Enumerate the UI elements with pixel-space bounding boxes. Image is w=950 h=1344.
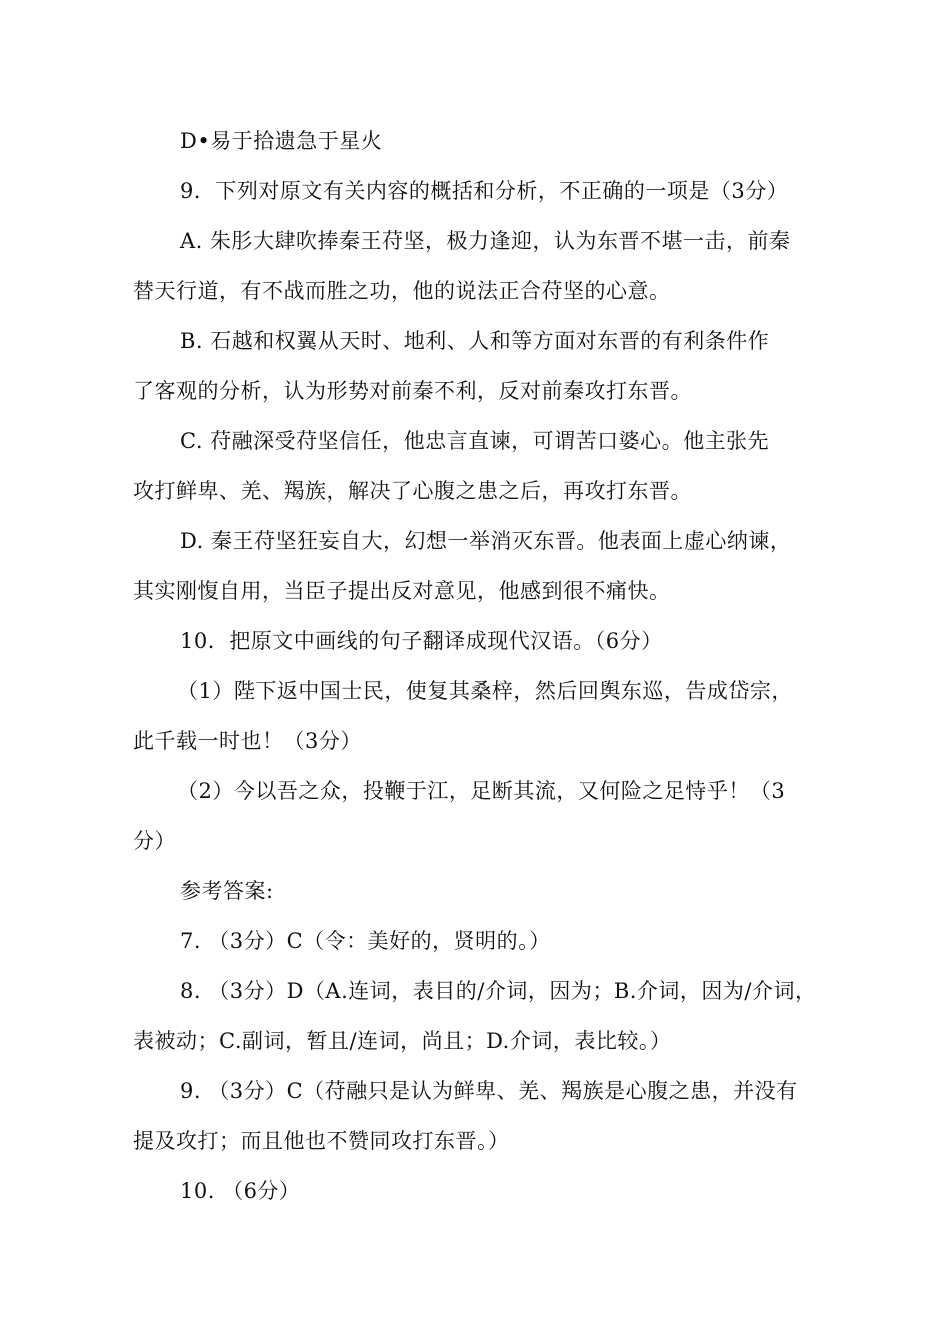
option-b-line-2: 了客观的分析，认为形势对前秦不利，反对前秦攻打东晋。 (133, 379, 692, 403)
option-d-line-1: D. 秦王苻坚狂妄自大，幻想一举消灭东晋。他表面上虚心纳谏， (180, 529, 792, 553)
sentence-1-line-1: （1）陛下返中国士民，使复其桑梓，然后回舆东巡，告成岱宗， (177, 679, 793, 703)
answer-9-line-1: 9. （3分）C（苻融只是认为鲜卑、羌、羯族是心腹之患，并没有 (180, 1079, 798, 1103)
question-9-stem: 9．下列对原文有关内容的概括和分析，不正确的一项是（3分） (180, 179, 789, 203)
answers-heading: 参考答案: (180, 879, 274, 903)
answer-8-line-2: 表被动；C.副词，暂且/连词，尚且；D.介词，表比较。） (133, 1029, 672, 1053)
option-a-line-1: A. 朱肜大肆吹捧秦王苻坚，极力逢迎，认为东晋不堪一击，前秦 (180, 229, 791, 253)
answer-9-line-2: 提及攻打；而且他也不赞同攻打东晋。） (133, 1129, 510, 1153)
question-10-stem: 10．把原文中画线的句子翻译成现代汉语。（6分） (180, 629, 663, 653)
answer-10: 10. （6分） (180, 1179, 301, 1203)
option-d-line-2: 其实刚愎自用，当臣子提出反对意见，他感到很不痛快。 (133, 579, 671, 603)
option-c-line-1: C. 苻融深受苻坚信任，他忠言直谏，可谓苦口婆心。他主张先 (180, 429, 770, 453)
answer-7: 7. （3分）C（令：美好的，贤明的。） (180, 929, 551, 953)
sentence-2-line-2: 分） (133, 829, 176, 853)
option-b-line-1: B. 石越和权翼从天时、地利、人和等方面对东晋的有利条件作 (180, 329, 770, 353)
sentence-1-line-2: 此千载一时也！（3分） (133, 729, 362, 753)
option-a-line-2: 替天行道，有不战而胜之功，他的说法正合苻坚的心意。 (133, 279, 671, 303)
answer-8-line-1: 8. （3分）D（A.连词，表目的/介词，因为；B.介词，因为/介词， (180, 979, 817, 1003)
sentence-2-line-1: （2）今以吾之众，投鞭于江，足断其流，又何险之足恃乎！（3 (177, 779, 786, 803)
option-d-line: D•易于拾遗急于星火 (180, 129, 383, 153)
option-c-line-2: 攻打鲜卑、羌、羯族，解决了心腹之患之后，再攻打东晋。 (133, 479, 692, 503)
